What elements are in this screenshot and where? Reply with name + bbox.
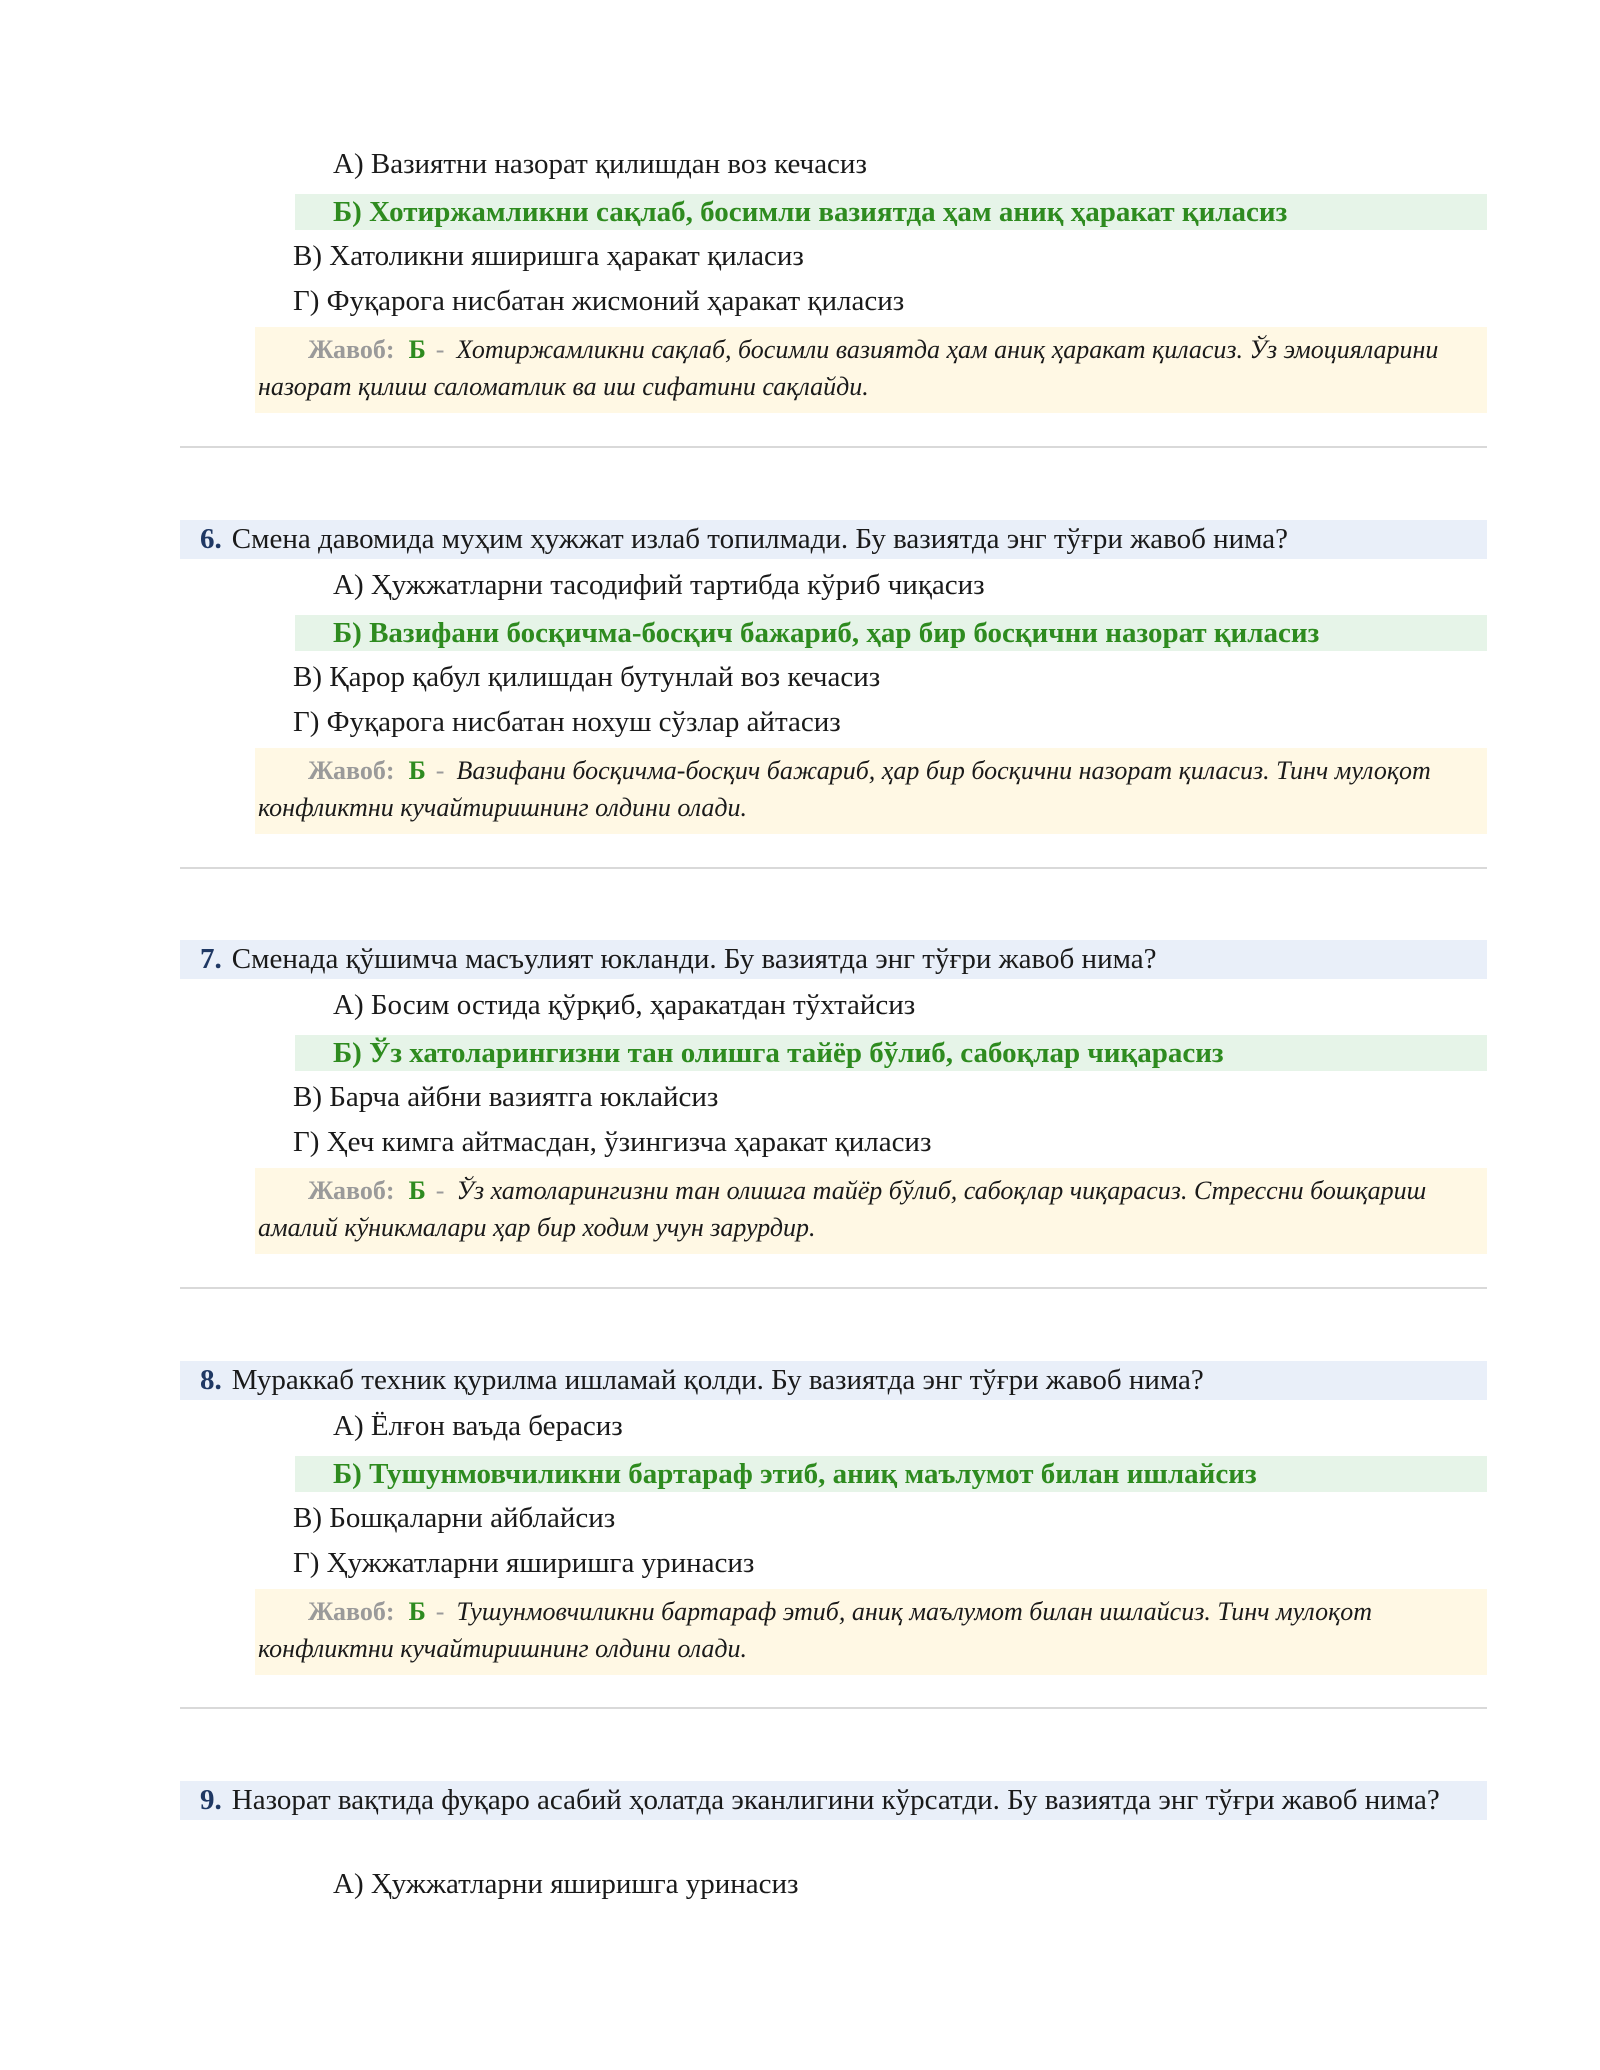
answer-text: Тушунмовчиликни бартараф этиб, аниқ маълумот билан ишлайсиз. Тинч мулоқот конфликтни кучайтиришнинг олдини олади.	[258, 1597, 1373, 1663]
option-v: В) Хатоликни яширишга ҳаракат қиласиз	[293, 240, 804, 272]
answer-label: Жавоб:	[308, 1597, 395, 1626]
option-a: А) Ёлғон ваъда берасиз	[333, 1410, 623, 1442]
answer-box	[255, 327, 1487, 413]
question-text: Назорат вақтида фуқаро асабий ҳолатда эканлигини кўрсатди. Бу вазиятда энг тўғри жавоб нима?	[231, 1784, 1440, 1816]
answer-box	[255, 748, 1487, 834]
option-b-correct: Б) Хотиржамликни сақлаб, босимли вазиятда ҳам аниқ ҳаракат қиласиз	[295, 194, 1487, 230]
answer-label: Жавоб:	[308, 335, 395, 364]
option-v: В) Қарор қабул қилишдан бутунлай воз кечасиз	[293, 661, 881, 693]
answer-dash: -	[435, 1176, 445, 1205]
answer-text: Хотиржамликни сақлаб, босимли вазиятда ҳам аниқ ҳаракат қиласиз. Ўз эмоцияларини назорат қилиш саломатлик ва иш сифатини сақлайди.	[258, 335, 1439, 401]
question-text: Смена давомида муҳим ҳужжат излаб топилмади. Бу вазиятда энг тўғри жавоб нима?	[231, 523, 1289, 555]
option-v: В) Бошқаларни айблайсиз	[293, 1502, 616, 1534]
answer-dash: -	[435, 756, 445, 785]
question-text: Сменада қўшимча масъулият юкланди. Бу вазиятда энг тўғри жавоб нима?	[231, 943, 1157, 975]
answer-letter: Б	[408, 756, 426, 785]
question-heading	[180, 520, 1487, 559]
question-heading	[180, 1361, 1487, 1400]
option-b-correct: Б) Вазифани босқичма-босқич бажариб, ҳар бир босқични назорат қиласиз	[295, 615, 1487, 651]
answer-dash: -	[435, 1597, 445, 1626]
answer-label: Жавоб:	[308, 756, 395, 785]
question-heading	[180, 940, 1487, 979]
option-b-correct: Б) Тушунмовчиликни бартараф этиб, аниқ маълумот билан ишлайсиз	[295, 1456, 1487, 1492]
answer-label: Жавоб:	[308, 1176, 395, 1205]
answer-letter: Б	[408, 1597, 426, 1626]
option-b-correct: Б) Ўз хатоларингизни тан олишга тайёр бўлиб, сабоқлар чиқарасиз	[295, 1035, 1487, 1071]
separator	[180, 867, 1487, 869]
answer-box	[255, 1589, 1487, 1675]
answer-dash: -	[435, 335, 445, 364]
option-g: Г) Ҳужжатларни яширишга уринасиз	[293, 1547, 755, 1579]
separator	[180, 446, 1487, 448]
answer-text: Ўз хатоларингизни тан олишга тайёр бўлиб, сабоқлар чиқарасиз. Стрессни бошқариш амалий кўникмалари ҳар бир ходим учун зарурдир.	[258, 1176, 1427, 1242]
option-g: Г) Фуқарога нисбатан нохуш сўзлар айтасиз	[293, 706, 841, 738]
question-heading	[180, 1781, 1487, 1820]
option-a: А) Ҳужжатларни тасодифий тартибда кўриб чиқасиз	[333, 569, 985, 601]
option-g: Г) Фуқарога нисбатан жисмоний ҳаракат қиласиз	[293, 285, 905, 317]
option-a: А) Ҳужжатларни яширишга уринасиз	[333, 1868, 799, 1900]
question-number: 6.	[200, 523, 222, 555]
question-number: 8.	[200, 1364, 222, 1396]
question-number: 9.	[200, 1784, 222, 1816]
answer-letter: Б	[408, 335, 426, 364]
answer-box	[255, 1168, 1487, 1254]
option-v: В) Барча айбни вазиятга юклайсиз	[293, 1081, 719, 1113]
question-text: Мураккаб техник қурилма ишламай қолди. Бу вазиятда энг тўғри жавоб нима?	[231, 1364, 1204, 1396]
separator	[180, 1707, 1487, 1709]
separator	[180, 1287, 1487, 1289]
answer-letter: Б	[408, 1176, 426, 1205]
option-a: А) Босим остида қўрқиб, ҳаракатдан тўхтайсиз	[333, 989, 916, 1021]
question-number: 7.	[200, 943, 222, 975]
option-g: Г) Ҳеч кимга айтмасдан, ўзингизча ҳаракат қиласиз	[293, 1126, 932, 1158]
answer-text: Вазифани босқичма-босқич бажариб, ҳар бир босқични назорат қиласиз. Тинч мулоқот конфликтни кучайтиришнинг олдини олади.	[258, 756, 1431, 822]
option-a: А) Вазиятни назорат қилишдан воз кечасиз	[333, 148, 867, 180]
